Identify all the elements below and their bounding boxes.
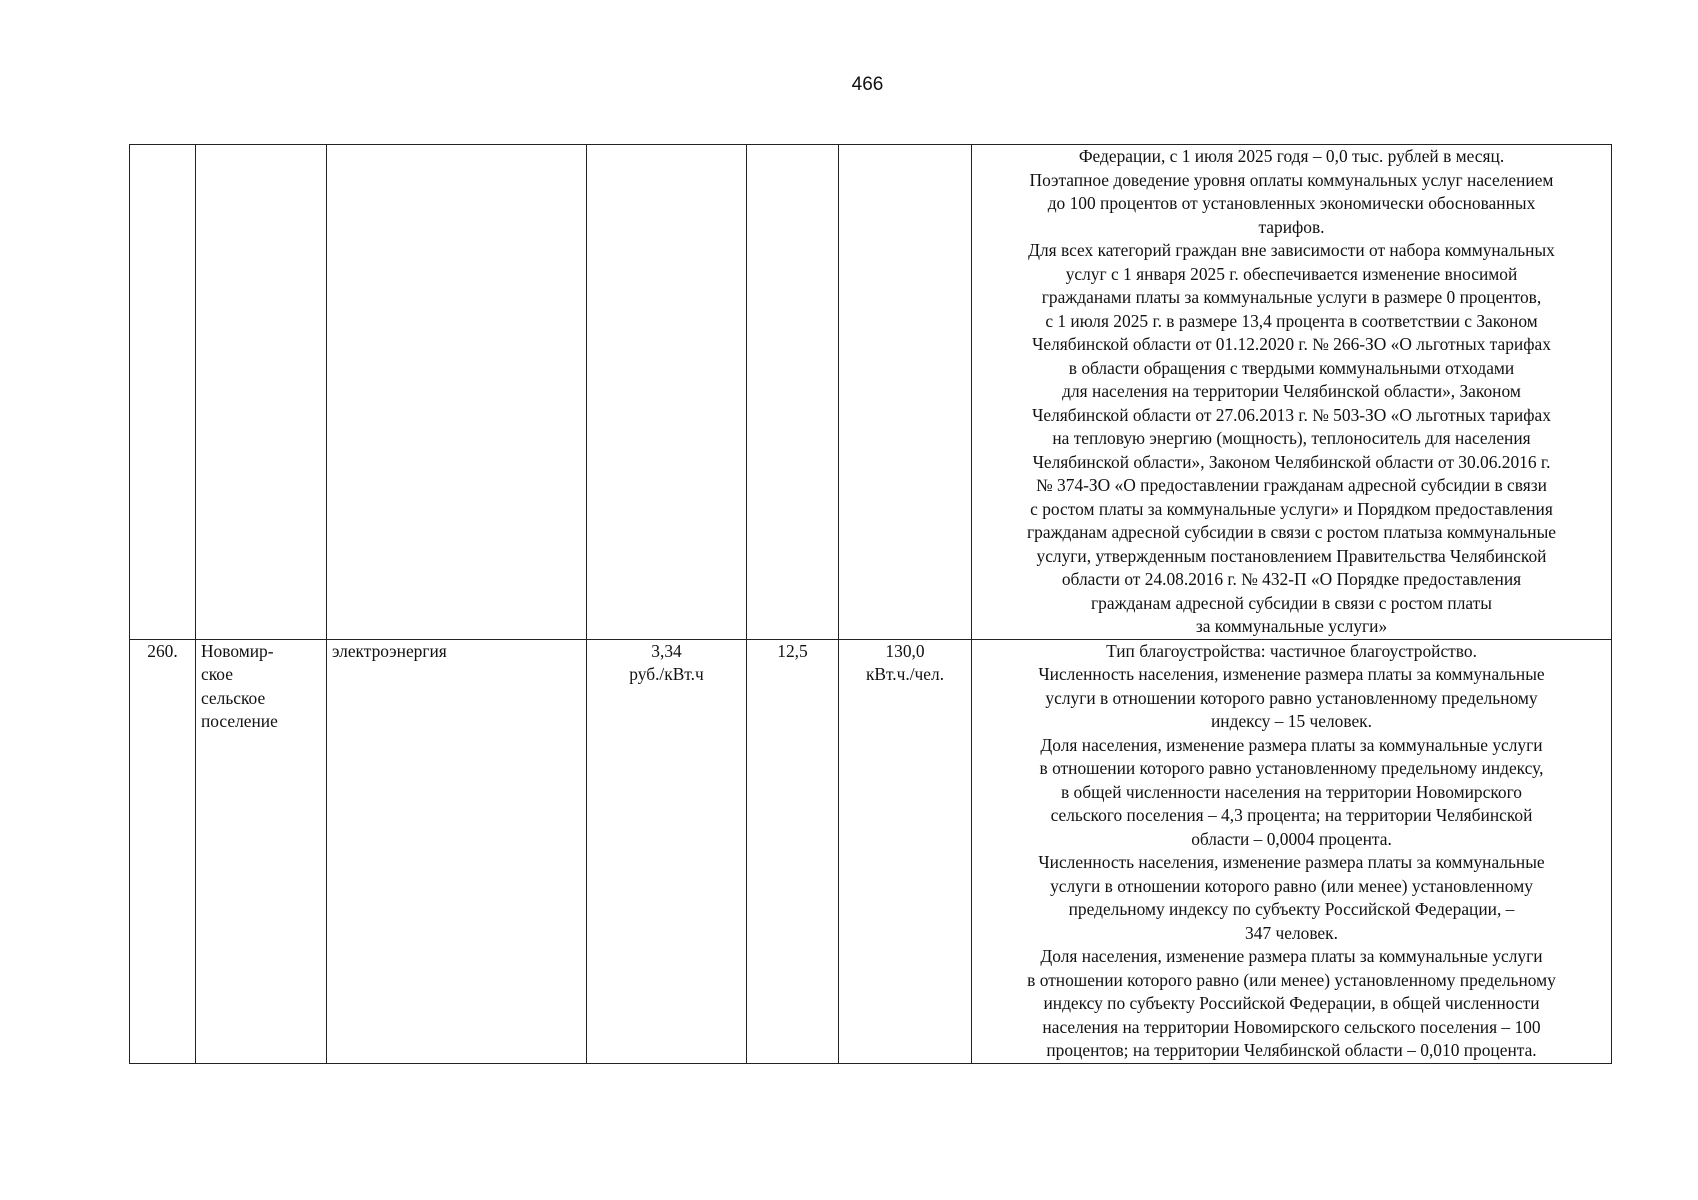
text-line: Челябинской области от 27.06.2013 г. № 503-ЗО «О льготных тарифах [1032, 404, 1551, 425]
text-line: Новомир- [201, 640, 274, 661]
description-cell [972, 145, 1612, 640]
service-cell [327, 145, 587, 640]
page-number: 466 [851, 74, 884, 95]
text-line: 3,34 [651, 640, 682, 661]
text-line: Доля населения, изменение размера платы за коммунальные услуги [1040, 734, 1543, 755]
text-line: с ростом платы за коммунальные услуги» и Порядком предоставления [1030, 498, 1553, 519]
tariff-cell [587, 639, 747, 1063]
text-line: № 374-ЗО «О предоставлении гражданам адресной субсидии в связи [1036, 475, 1547, 495]
text-line: населения на территории Новомирского сельского поселения – 100 [1042, 1016, 1541, 1037]
row-number-cell [130, 145, 196, 640]
text-line: услуг с 1 января 2025 г. обеспечивается изменение вносимой [1065, 263, 1518, 284]
norm-cell [839, 639, 972, 1063]
text-line: в отношении которого равно (или менее) установленному предельному [1027, 969, 1556, 990]
index-cell [747, 145, 839, 640]
text-line: области от 24.08.2016 г. № 432-П «О Порядке предоставления [1061, 569, 1522, 589]
text-line: гражданами платы за коммунальные услуги в размере 0 процентов, [1041, 287, 1542, 307]
text-line: услуги в отношении которого равно (или менее) установленному [1050, 875, 1533, 896]
text-line: Численность населения, изменение размера платы за коммунальные [1038, 852, 1545, 872]
text-line: услуги, утвержденным постановлением Правительства Челябинской [1036, 545, 1547, 566]
settlement-name-cell [196, 639, 327, 1063]
row-number-cell: 260. [130, 639, 196, 1063]
text-line: в области обращения с твердыми коммунальными отходами [1068, 357, 1515, 378]
description-cell [972, 639, 1612, 1063]
service-cell: электроэнергия [327, 639, 587, 1063]
text-line: 130,0 [885, 640, 925, 661]
text-line: Челябинской области», Законом Челябинской области от 30.06.2016 г. [1032, 451, 1551, 472]
text-line: Численность населения, изменение размера платы за коммунальные [1038, 664, 1545, 684]
text-line: Поэтапное доведение уровня оплаты коммунальных услуг населением [1029, 169, 1554, 190]
table-row [130, 145, 1612, 640]
text-line: с 1 июля 2025 г. в размере 13,4 процента в соответствии с Законом [1045, 310, 1538, 331]
text-line: в отношении которого равно установленному предельному индексу, [1039, 758, 1544, 778]
text-line: Доля населения, изменение размера платы за коммунальные услуги [1040, 946, 1543, 966]
text-line: индексу – 15 человек. [1211, 711, 1372, 731]
text-line: Федерации, с 1 июля 2025 годя – 0,0 тыс. рублей в месяц. [1078, 146, 1505, 166]
text-line: кВт.ч./чел. [865, 664, 945, 684]
text-line: 347 человек. [1245, 922, 1338, 943]
text-line: для населения на территории Челябинской области», Законом [1062, 381, 1521, 401]
text-line: Челябинской области от 01.12.2020 г. № 266-ЗО «О льготных тарифах [1032, 334, 1551, 354]
text-line: индексу по субъекту Российской Федерации, в общей численности [1043, 993, 1540, 1013]
text-line: в общей численности населения на территории Новомирского [1061, 781, 1522, 802]
text-line: до 100 процентов от установленных экономически обоснованных [1047, 193, 1536, 213]
text-line: тарифов. [1258, 216, 1325, 237]
text-line: руб./кВт.ч [629, 664, 704, 684]
text-line: сельское [201, 687, 266, 708]
table-row [130, 639, 1612, 1063]
tariff-table [129, 144, 1612, 1064]
text-line: на тепловую энергию (мощность), теплоноситель для населения [1052, 428, 1531, 448]
text-line: сельского поселения – 4,3 процента; на территории Челябинской [1050, 805, 1533, 825]
text-line: Тип благоустройства: частичное благоустройство. [1106, 640, 1477, 661]
text-line: поселение [201, 711, 278, 731]
text-line: ское [201, 664, 233, 684]
text-line: за коммунальные услуги» [1195, 616, 1388, 636]
text-line: услуги в отношении которого равно установленному предельному [1045, 687, 1538, 708]
index-cell: 12,5 [747, 639, 839, 1063]
tariff-cell [587, 145, 747, 640]
settlement-name-cell [196, 145, 327, 640]
text-line: области – 0,0004 процента. [1191, 828, 1392, 849]
text-line: процентов; на территории Челябинской области – 0,010 процента. [1046, 1040, 1537, 1060]
norm-cell [839, 145, 972, 640]
text-line: гражданам адресной субсидии в связи с ростом платыза коммунальные [1026, 522, 1557, 542]
text-line: предельному индексу по субъекту Российской Федерации, – [1068, 899, 1515, 919]
text-line: гражданам адресной субсидии в связи с ростом платы [1091, 592, 1492, 613]
text-line: Для всех категорий граждан вне зависимости от набора коммунальных [1028, 240, 1555, 260]
